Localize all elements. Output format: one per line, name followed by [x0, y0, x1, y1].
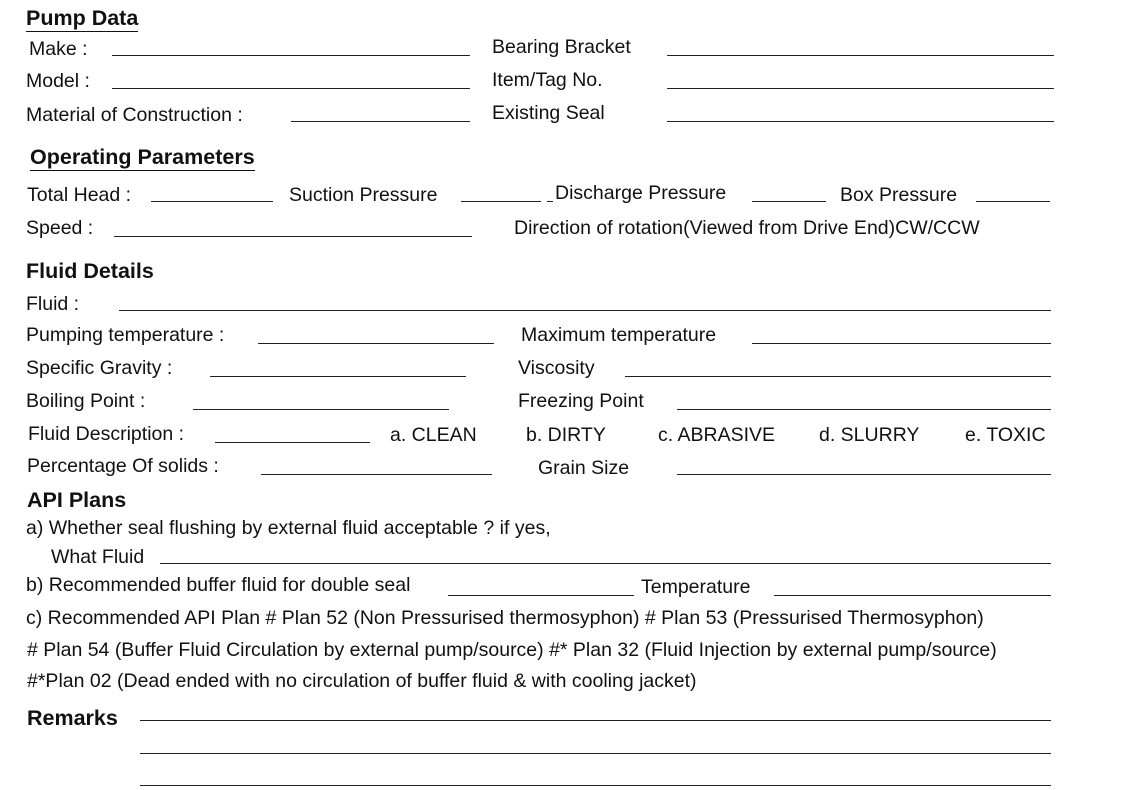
option-dirty[interactable]: b. DIRTY: [526, 424, 606, 446]
api-question-c-line3: #*Plan 02 (Dead ended with no circulation of buffer fluid & with cooling jacket): [27, 670, 697, 692]
existing-seal-label: Existing Seal: [492, 102, 605, 124]
fluid-details-heading: Fluid Details: [26, 259, 154, 283]
existing-seal-field[interactable]: [667, 121, 1054, 122]
temperature-field[interactable]: [774, 595, 1051, 596]
remarks-line-2[interactable]: [140, 753, 1051, 754]
direction-of-rotation-text: Direction of rotation(Viewed from Drive End)CW/CCW: [514, 217, 980, 239]
api-question-a: a) Whether seal flushing by external fluid acceptable ? if yes,: [26, 517, 551, 539]
api-plans-heading: API Plans: [27, 488, 127, 512]
viscosity-label: Viscosity: [518, 357, 595, 379]
remarks-line-3[interactable]: [140, 785, 1051, 786]
percentage-solids-label: Percentage Of solids :: [27, 455, 219, 477]
suction-pressure-label: Suction Pressure: [289, 184, 438, 206]
suction-pressure-field[interactable]: [461, 201, 541, 202]
api-question-c-line1: c) Recommended API Plan # Plan 52 (Non Pressurised thermosyphon) # Plan 53 (Pressurised Thermosyphon): [26, 607, 984, 629]
pumping-temperature-field[interactable]: [258, 343, 494, 344]
buffer-fluid-field[interactable]: [448, 595, 634, 596]
boiling-point-label: Boiling Point :: [26, 390, 146, 412]
option-abrasive[interactable]: c. ABRASIVE: [658, 424, 776, 446]
fluid-label: Fluid :: [26, 293, 80, 315]
discharge-pressure-field[interactable]: [752, 201, 826, 202]
bearing-bracket-label: Bearing Bracket: [492, 36, 631, 58]
item-tag-label: Item/Tag No.: [492, 69, 603, 91]
remarks-heading: Remarks: [27, 706, 118, 730]
maximum-temperature-field[interactable]: [752, 343, 1051, 344]
viscosity-field[interactable]: [625, 376, 1051, 377]
operating-parameters-heading: Operating Parameters: [30, 145, 255, 169]
grain-size-label: Grain Size: [538, 457, 630, 479]
make-field[interactable]: [112, 55, 470, 56]
freezing-point-label: Freezing Point: [518, 390, 644, 412]
option-toxic[interactable]: e. TOXIC: [965, 424, 1046, 446]
boiling-point-field[interactable]: [193, 409, 449, 410]
what-fluid-field[interactable]: [160, 563, 1051, 564]
what-fluid-label: What Fluid: [51, 546, 145, 568]
model-field[interactable]: [112, 88, 470, 89]
material-label: Material of Construction :: [26, 104, 243, 126]
api-question-c-line2: # Plan 54 (Buffer Fluid Circulation by external pump/source) #* Plan 32 (Fluid Injection by external pump/source): [27, 639, 997, 661]
fluid-description-label: Fluid Description :: [28, 423, 185, 445]
bearing-bracket-field[interactable]: [667, 55, 1054, 56]
item-tag-field[interactable]: [667, 88, 1054, 89]
speed-field[interactable]: [114, 236, 472, 237]
specific-gravity-label: Specific Gravity :: [26, 357, 173, 379]
remarks-line-1[interactable]: [140, 720, 1051, 721]
pump-data-heading: Pump Data: [26, 6, 139, 30]
maximum-temperature-label: Maximum temperature: [521, 324, 717, 346]
pumping-temperature-label: Pumping temperature :: [26, 324, 225, 346]
total-head-label: Total Head :: [27, 184, 132, 206]
discharge-pressure-label: Discharge Pressure: [555, 182, 727, 204]
percentage-solids-field[interactable]: [261, 474, 492, 475]
api-question-b: b) Recommended buffer fluid for double seal: [26, 574, 411, 596]
box-pressure-label: Box Pressure: [840, 184, 958, 206]
material-field[interactable]: [291, 121, 470, 122]
discharge-underscore: [547, 201, 553, 202]
total-head-field[interactable]: [151, 201, 273, 202]
option-clean[interactable]: a. CLEAN: [390, 424, 477, 446]
specific-gravity-field[interactable]: [210, 376, 466, 377]
speed-label: Speed :: [26, 217, 94, 239]
box-pressure-field[interactable]: [976, 201, 1050, 202]
grain-size-field[interactable]: [677, 474, 1051, 475]
option-slurry[interactable]: d. SLURRY: [819, 424, 920, 446]
model-label: Model :: [26, 70, 90, 92]
fluid-description-field[interactable]: [215, 442, 370, 443]
freezing-point-field[interactable]: [677, 409, 1051, 410]
make-label: Make :: [29, 38, 88, 60]
temperature-label: Temperature: [641, 576, 751, 598]
fluid-field[interactable]: [119, 310, 1051, 311]
